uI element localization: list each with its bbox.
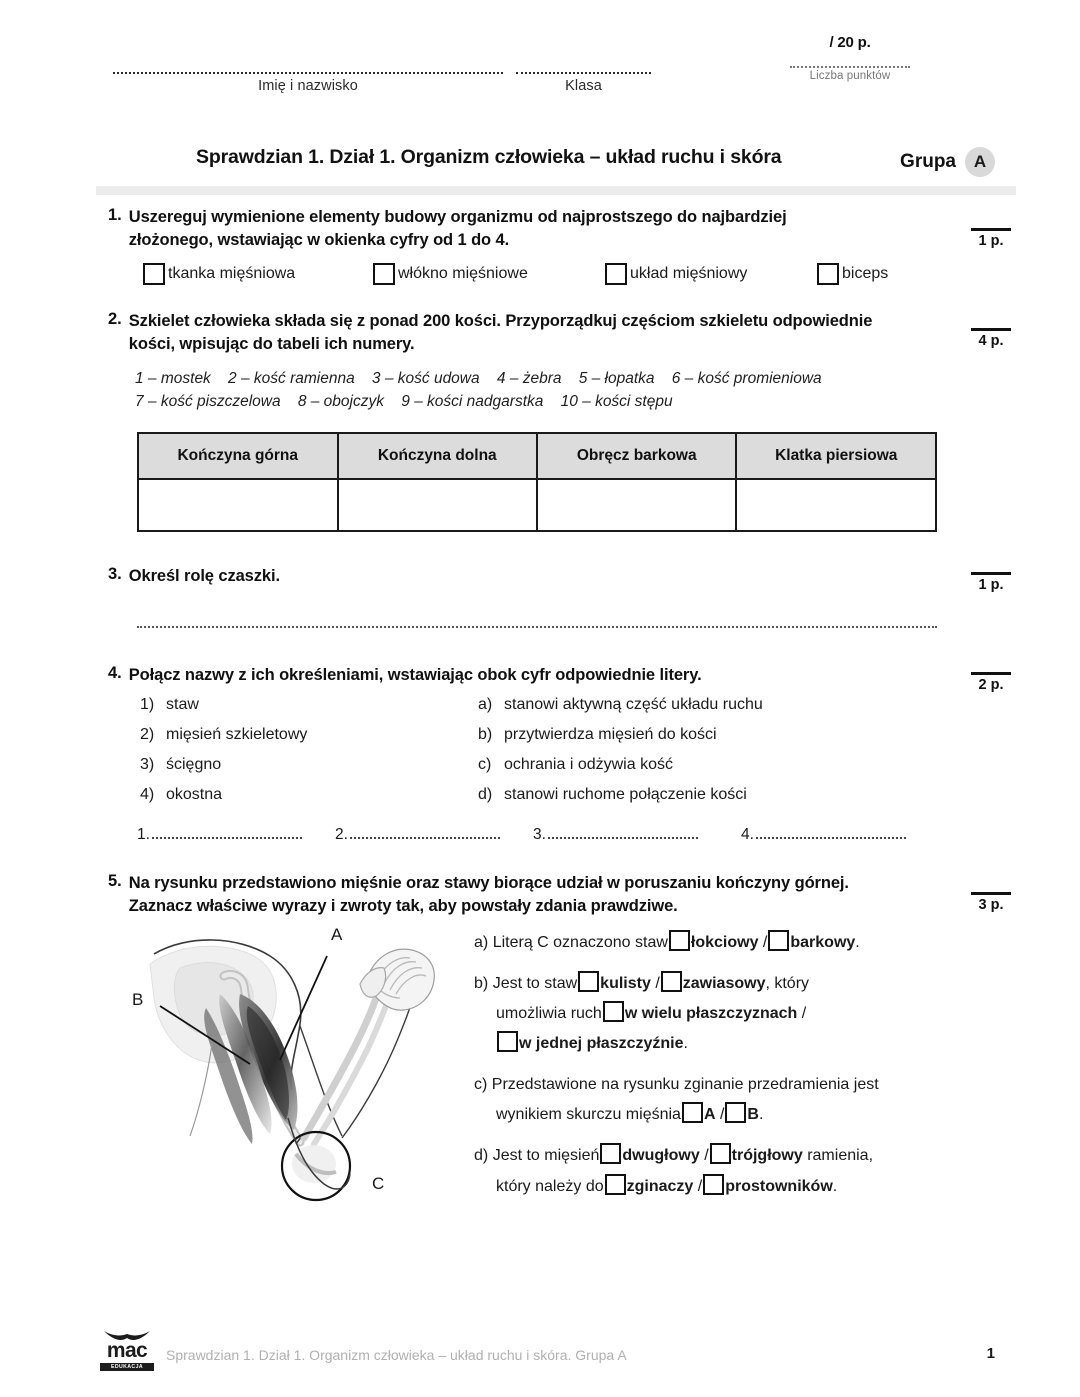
checkbox-icon[interactable]	[578, 971, 599, 992]
points-rule	[971, 572, 1011, 575]
table-answer-cell[interactable]	[736, 479, 936, 531]
checkbox-icon[interactable]	[143, 263, 165, 285]
statement-c	[474, 1070, 954, 1130]
option-uklad-miesniowy[interactable]	[605, 263, 747, 285]
item-key: 2)	[140, 726, 155, 743]
checkbox-icon[interactable]	[703, 1174, 724, 1195]
points-value: 2 p.	[978, 677, 1004, 693]
answer-dotted-line[interactable]	[756, 826, 906, 839]
figure-label-b: B	[132, 990, 144, 1009]
question-2-text: Szkielet człowieka składa się z ponad 200 kości. Przyporządkuj częściom szkieletu odpowiednie kości, wpisując do tabeli ich numery.	[128, 312, 873, 354]
statement-text: Jest to mięsień	[492, 1147, 600, 1165]
option-label: biceps	[842, 265, 889, 282]
group-indicator	[900, 147, 995, 177]
title-divider	[96, 186, 1016, 195]
table-answer-cell[interactable]	[537, 479, 736, 531]
checkbox-icon[interactable]	[725, 1102, 746, 1123]
choice-w-jednej-plaszczyznie: w jednej płaszczyźnie	[519, 1035, 684, 1053]
table-header-cell: Klatka piersiowa	[736, 433, 936, 479]
name-field[interactable]	[113, 60, 503, 94]
question-5-points	[964, 892, 1018, 913]
choice-separator: /	[719, 1106, 725, 1124]
option-wlokno-miesniowe[interactable]	[373, 263, 528, 285]
choice-barkowy: barkowy	[790, 934, 856, 951]
page-number: 1	[986, 1345, 995, 1362]
question-4-text: Połącz nazwy z ich określeniami, wstawiając obok cyfr odpowiednie litery.	[128, 666, 702, 684]
choice-lokciowy: łokciowy	[690, 934, 759, 951]
points-rule	[971, 672, 1011, 675]
item-key: a)	[478, 696, 493, 713]
points-rule	[971, 892, 1011, 895]
arm-anatomy-figure	[128, 922, 458, 1222]
checkbox-icon[interactable]	[605, 263, 627, 285]
statement-text-2: wynikiem skurczu mięśnia	[496, 1106, 681, 1124]
statement-tail: ramienia,	[807, 1147, 874, 1165]
question-4	[108, 664, 948, 687]
class-field-label: Klasa	[565, 78, 602, 94]
page-title: Sprawdzian 1. Dział 1. Organizm człowieka – układ ruchu i skóra	[196, 146, 782, 168]
table-answer-cell[interactable]	[338, 479, 538, 531]
checkbox-icon[interactable]	[605, 1174, 626, 1195]
choice-separator-2: /	[801, 1005, 807, 1023]
item-label: mięsień szkieletowy	[166, 726, 308, 743]
table-header-cell: Obręcz barkowa	[537, 433, 736, 479]
answer-slot-key: 1.	[137, 826, 150, 843]
statement-text-2: który należy do	[496, 1177, 604, 1195]
choice-zawiasowy: zawiasowy	[682, 975, 766, 993]
points-value: 3 p.	[978, 897, 1004, 913]
skeleton-table	[137, 432, 937, 532]
item-label: przytwierdza mięsień do kości	[504, 726, 717, 743]
choice-prostownikow: prostowników	[725, 1177, 833, 1195]
choice-muscle-a: A	[703, 1106, 716, 1124]
item-label: ścięgno	[166, 756, 222, 773]
class-dotted-line	[516, 60, 651, 74]
statement-d	[474, 1141, 954, 1201]
question-3	[108, 565, 948, 588]
statement-text: Literą C oznaczono staw	[492, 934, 668, 951]
question-5-statements	[474, 928, 954, 1213]
checkbox-icon[interactable]	[669, 930, 690, 951]
table-header-cell: Kończyna dolna	[338, 433, 538, 479]
choice-muscle-b: B	[747, 1106, 759, 1124]
item-label: okostna	[166, 786, 223, 803]
statement-tail: .	[855, 934, 860, 951]
list-item	[478, 780, 928, 810]
question-3-number: 3.	[108, 565, 122, 583]
item-label: stanowi ruchome połączenie kości	[504, 786, 747, 803]
list-item	[140, 720, 470, 750]
answer-slot-key: 3.	[533, 826, 546, 843]
checkbox-icon[interactable]	[600, 1143, 621, 1164]
figure-label-a: A	[331, 925, 343, 944]
page-footer	[0, 1325, 1080, 1373]
table-answer-cell[interactable]	[138, 479, 338, 531]
statement-d-line2	[474, 1172, 954, 1202]
points-rule	[971, 228, 1011, 231]
checkbox-icon[interactable]	[373, 263, 395, 285]
choice-separator: /	[704, 1147, 709, 1165]
points-field-label: Liczba punktów	[809, 70, 891, 82]
group-label: Grupa	[900, 151, 956, 172]
answer-slot-4[interactable]	[741, 826, 906, 844]
item-label: stanowi aktywną część układu ruchu	[504, 696, 763, 713]
question-4-number: 4.	[108, 664, 122, 682]
statement-b	[474, 969, 954, 1059]
item-key: 4)	[140, 786, 155, 803]
matching-left-column	[140, 690, 470, 810]
answer-slot-3[interactable]	[533, 826, 698, 844]
item-key: d)	[478, 786, 493, 803]
choice-zginaczy: zginaczy	[626, 1177, 694, 1195]
item-key: 1)	[140, 696, 155, 713]
option-label: układ mięśniowy	[630, 265, 748, 282]
checkbox-icon[interactable]	[817, 263, 839, 285]
list-item	[140, 690, 470, 720]
checkbox-icon[interactable]	[497, 1031, 518, 1052]
logo-subtitle: EDUKACJA	[100, 1363, 154, 1371]
question-2	[108, 310, 978, 356]
arm-anatomy-illustration	[128, 922, 458, 1222]
points-value: 1 p.	[978, 577, 1004, 593]
checkbox-icon[interactable]	[682, 1102, 703, 1123]
class-field[interactable]	[516, 60, 651, 94]
statement-text: Jest to staw	[492, 975, 578, 993]
list-item	[140, 750, 470, 780]
question-4-points	[964, 672, 1018, 693]
figure-label-c: C	[372, 1174, 385, 1193]
statement-b-line2	[474, 999, 954, 1029]
statement-a	[474, 928, 954, 958]
choice-kulisty: kulisty	[600, 975, 651, 993]
question-1	[108, 206, 948, 252]
checkbox-icon[interactable]	[710, 1143, 731, 1164]
points-dotted-line	[790, 54, 910, 68]
answer-dotted-line[interactable]	[350, 826, 500, 839]
table-header-row	[138, 433, 936, 479]
option-biceps[interactable]	[817, 263, 888, 285]
statement-tail-2: .	[683, 1035, 688, 1053]
statement-key: c)	[474, 1076, 488, 1094]
question-3-answer-line[interactable]	[137, 626, 937, 628]
legend-line-2: 7 – kość piszczelowa 8 – obojczyk 9 – kości nadgarstka 10 – kości stępu	[135, 392, 673, 410]
choice-trojglowy: trójgłowy	[731, 1147, 803, 1165]
footer-text: Sprawdzian 1. Dział 1. Organizm człowieka – układ ruchu i skóra. Grupa A	[166, 1347, 627, 1363]
answer-slot-key: 2.	[335, 826, 348, 843]
points-value: 4 p.	[978, 333, 1004, 349]
list-item	[140, 780, 470, 810]
answer-slot-1[interactable]	[137, 826, 302, 844]
logo-wordmark: mac	[106, 1339, 148, 1362]
answer-dotted-line[interactable]	[548, 826, 698, 839]
name-dotted-line	[113, 60, 503, 74]
table-header-cell: Kończyna górna	[138, 433, 338, 479]
name-field-label: Imię i nazwisko	[258, 78, 358, 94]
question-1-number: 1.	[108, 206, 122, 224]
points-rule	[971, 328, 1011, 331]
question-1-points	[964, 228, 1018, 249]
item-key: 3)	[140, 756, 155, 773]
choice-separator: /	[655, 975, 660, 993]
list-item	[478, 750, 928, 780]
answer-slot-key: 4.	[741, 826, 754, 843]
choice-separator: /	[762, 934, 768, 951]
checkbox-icon[interactable]	[768, 930, 789, 951]
answer-dotted-line[interactable]	[152, 826, 302, 839]
mac-logo	[100, 1329, 154, 1371]
question-5-number: 5.	[108, 872, 122, 890]
list-item	[478, 720, 928, 750]
header-fields	[0, 34, 1080, 111]
option-tkanka-miesniowa[interactable]	[143, 263, 295, 285]
item-key: b)	[478, 726, 493, 743]
statement-tail: .	[758, 1106, 764, 1124]
table-row	[138, 479, 936, 531]
statement-tail-2: .	[832, 1177, 838, 1195]
choice-dwuglowy: dwugłowy	[622, 1147, 700, 1165]
option-label: tkanka mięśniowa	[168, 265, 296, 282]
statement-b-line3	[474, 1029, 954, 1059]
matching-right-column	[478, 690, 928, 810]
item-label: ochrania i odżywia kość	[504, 756, 673, 773]
item-key: c)	[478, 756, 492, 773]
statement-tail: , który	[765, 975, 810, 993]
statement-key: a)	[474, 934, 489, 951]
question-3-points	[964, 572, 1018, 593]
statement-text: Przedstawione na rysunku zginanie przedramienia jest	[491, 1076, 879, 1094]
statement-key: b)	[474, 975, 489, 993]
question-3-text: Określ rolę czaszki.	[128, 567, 280, 585]
checkbox-icon[interactable]	[603, 1001, 624, 1022]
question-2-bone-legend	[135, 368, 975, 414]
item-label: staw	[166, 696, 199, 713]
question-5-text: Na rysunku przedstawiono mięśnie oraz stawy biorące udział w poruszaniu kończyny górnej. Zaznacz właściwe wyrazy i zwroty tak, aby powstały zdania prawdziwe.	[128, 874, 849, 916]
question-5	[108, 872, 988, 918]
choice-w-wielu-plaszczyznach: w wielu płaszczyznach	[624, 1005, 798, 1023]
statement-c-line2	[474, 1100, 954, 1130]
choice-separator-2: /	[697, 1177, 703, 1195]
question-2-points	[964, 328, 1018, 349]
legend-line-1: 1 – mostek 2 – kość ramienna 3 – kość udowa 4 – żebra 5 – łopatka 6 – kość promieniowa	[135, 370, 822, 387]
question-1-text: Uszereguj wymienione elementy budowy organizmu od najprostszego do najbardziej złożonego, wstawiając w okienka cyfry od 1 do 4.	[128, 208, 787, 250]
question-4-answer-fields	[137, 826, 947, 852]
title-row	[0, 146, 1080, 180]
points-value: 1 p.	[978, 233, 1004, 249]
question-2-number: 2.	[108, 310, 122, 328]
option-label: włókno mięśniowe	[398, 265, 528, 282]
total-points-value: / 20 p.	[829, 34, 871, 51]
checkbox-icon[interactable]	[661, 971, 682, 992]
statement-text-2: umożliwia ruch	[496, 1005, 602, 1023]
list-item	[478, 690, 928, 720]
points-field[interactable]	[790, 34, 910, 82]
answer-slot-2[interactable]	[335, 826, 500, 844]
statement-key: d)	[474, 1147, 489, 1165]
group-letter-badge: A	[965, 147, 995, 177]
